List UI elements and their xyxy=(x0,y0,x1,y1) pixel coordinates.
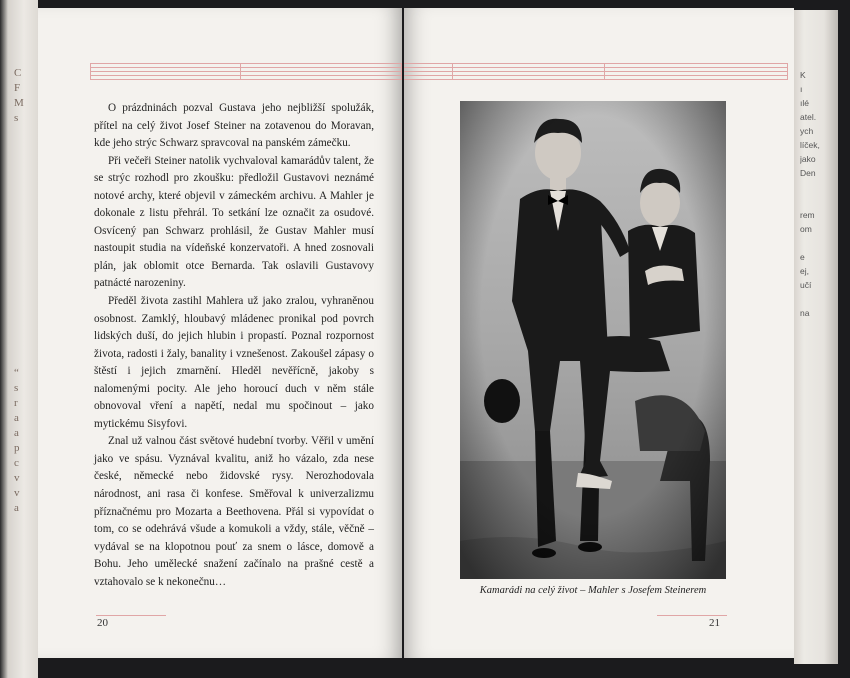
right-edge-fragment xyxy=(800,292,834,306)
music-staff-right xyxy=(404,63,788,83)
right-edge-fragment: ılé xyxy=(800,98,809,108)
left-edge-fragment: a xyxy=(14,502,19,514)
photo-caption: Kamarádi na celý život – Mahler s Josefem Steinerem xyxy=(479,585,707,596)
left-edge-fragment: c xyxy=(14,457,19,469)
left-edge-fragment: p xyxy=(14,442,20,454)
right-edge-fragment: rem xyxy=(800,210,815,220)
left-edge-fragment xyxy=(14,351,28,366)
right-edge-fragment xyxy=(800,236,834,250)
historical-photo xyxy=(460,101,726,579)
music-staff-left xyxy=(90,63,402,83)
right-edge-fragment: ı xyxy=(800,84,803,94)
body-text xyxy=(94,100,374,591)
left-edge-text xyxy=(14,66,28,516)
right-edge-fragment: om xyxy=(800,224,812,234)
right-edge-fragment: K xyxy=(800,70,806,80)
left-edge-fragment: a xyxy=(14,412,19,424)
left-edge-fragment xyxy=(14,186,28,201)
paragraph-1: O prázdninách pozval Gustava jeho nejbližší spolužák, přítel na celý život Josef Steiner na zotavenou do Moravan, kde jeho strýc Schwarz spravcoval na panském zámečku. xyxy=(94,102,374,150)
left-edge-fragment: M xyxy=(14,97,24,109)
footer-rule-left xyxy=(96,615,166,616)
right-edge-fragment: ych xyxy=(800,126,814,136)
left-edge-fragment: C xyxy=(14,67,22,79)
page-number-left: 20 xyxy=(97,617,108,629)
left-edge-fragment xyxy=(14,216,28,231)
left-edge-fragment xyxy=(14,291,28,306)
left-edge-fragment: “ xyxy=(14,367,19,379)
paragraph-2: Při večeři Steiner natolik vychvaloval kamarádův talent, že se strýc rozhodl pro zkoušku: předložil Gustavovi neznámé notové archy, které objevil v zámeckém archivu. A Mahler je dokonale z listu přehrál. To setkání lze označit za osudové. Osvícený pan Schwarz prohlásil, že Gustav Mahler musí nastoupit studia na vídeňské konzervatoři. A hned zosnovali plán, jak oblomit otce Bernarda. Tak oslavili Gustavovy patnácté narozeniny. xyxy=(94,154,374,290)
left-edge-fragment xyxy=(14,306,28,321)
left-edge-fragment xyxy=(14,261,28,276)
paragraph-3: Předěl života zastihl Mahlera už jako zralou, vyhraněnou osobnost. Zamklý, hloubavý mládenec pronikal pod povrch lidských duší, do jejich hlubin i propastí. Poznal rozpornost života, radosti i žaly, banality i vznešenost. Zakoušel zápasy o štěstí i jejich zmarnění. Hleděl nevěřícně, jakoby s nalomenými pocity. Ale jeho horoucí duch v něm stále obnovoval vření a napětí, nedal mu spočinout – jako mytickému Sisyfovi. xyxy=(94,295,374,430)
photo-illustration xyxy=(460,101,726,579)
left-edge-fragment: F xyxy=(14,82,21,94)
left-edge-fragment xyxy=(14,276,28,291)
right-edge-fragment: e xyxy=(800,252,805,262)
right-edge-fragment: učí xyxy=(800,280,812,290)
right-edge-fragment: atel. xyxy=(800,112,817,122)
left-edge-fragment xyxy=(14,336,28,351)
left-edge-fragment xyxy=(14,156,28,171)
right-edge-fragment xyxy=(800,194,834,208)
left-edge-fragment: s xyxy=(14,382,19,394)
left-edge-fragment xyxy=(14,246,28,261)
left-edge-fragment: a xyxy=(14,427,19,439)
right-edge-text xyxy=(800,68,834,320)
left-edge-fragment xyxy=(14,321,28,336)
left-edge-fragment: v xyxy=(14,472,20,484)
paragraph-4: Znal už valnou část světové hudební tvorby. Věřil v umění jako ve spásu. Vyznával kvalitu, aniž ho vázalo, zda nese české, německé nebo židovské rysy. Nerozhodovala národnost, ani rasa či konfese. Směřoval k univerzalizmu příznačnému pro Mozarta a Beethovena. Přál si vypovídat o tom, co se odehrává všude a komukoli a vždy, stále, věčně – vydával se na klopotnou pouť za snem o lásce, domově a Bohu. Jeho umělecké snažení začínalo na prašné cestě a vztahovalo se k nekonečnu… xyxy=(94,435,374,588)
right-edge-fragment: na xyxy=(800,308,810,318)
right-edge-fragment: líček, xyxy=(800,140,820,150)
right-edge-fragment xyxy=(800,180,834,194)
left-edge-fragment: r xyxy=(14,397,18,409)
left-edge-fragment: s xyxy=(14,112,19,124)
right-edge-fragment: Den xyxy=(800,168,816,178)
page-number-right: 21 xyxy=(709,617,720,629)
left-edge-fragment xyxy=(14,126,28,141)
right-edge-fragment: jako xyxy=(800,154,816,164)
left-edge-fragment xyxy=(14,141,28,156)
footer-rule-right xyxy=(657,615,727,616)
left-edge-fragment xyxy=(14,171,28,186)
left-edge-fragment: v xyxy=(14,487,20,499)
right-edge-fragment: ej, xyxy=(800,266,809,276)
left-edge-fragment xyxy=(14,231,28,246)
left-edge-fragment xyxy=(14,201,28,216)
